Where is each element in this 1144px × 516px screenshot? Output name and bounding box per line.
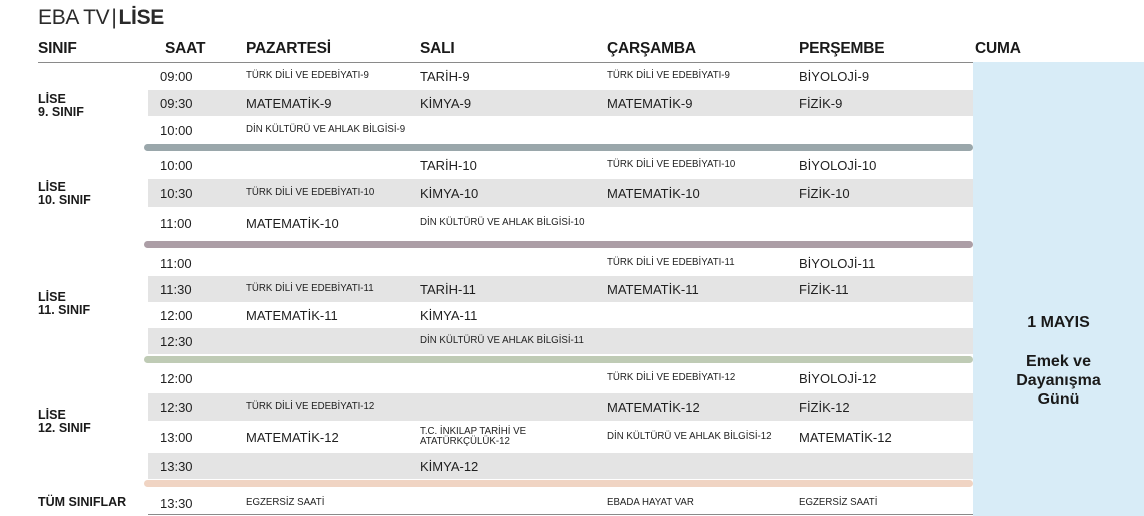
time-cell: 12:00: [160, 307, 193, 323]
time-cell: 10:00: [160, 157, 193, 173]
tuesday-cell: KİMYA-11: [420, 307, 478, 323]
tuesday-cell: [420, 393, 595, 421]
time-cell: 12:00: [160, 371, 193, 386]
wednesday-cell: TÜRK DİLİ VE EDEBİYATI-9: [607, 69, 730, 81]
wednesday-cell: [607, 207, 787, 239]
wednesday-cell: DİN KÜLTÜRÜ VE AHLAK BİLGİSİ-12: [607, 430, 772, 442]
schedule-row: [148, 207, 973, 239]
group-divider: [144, 241, 973, 248]
all-classes-label: TÜM SINIFLAR: [38, 495, 127, 509]
thursday-cell: FİZİK-10: [799, 185, 850, 201]
bottom-rule: [148, 514, 973, 515]
monday-cell: [246, 453, 411, 479]
monday-cell: MATEMATİK-12: [246, 429, 339, 445]
thursday-cell: BİYOLOJİ-11: [799, 255, 876, 271]
time-cell: 12:30: [160, 333, 193, 349]
wednesday-cell: TÜRK DİLİ VE EDEBİYATI-11: [607, 256, 735, 268]
schedule-row: [148, 421, 973, 453]
time-cell: 11:00: [160, 255, 192, 271]
tuesday-cell: DİN KÜLTÜRÜ VE AHLAK BİLGİSİ-11: [420, 334, 584, 346]
wednesday-cell: MATEMATİK-11: [607, 281, 699, 297]
monday-cell: DİN KÜLTÜRÜ VE AHLAK BİLGİSİ-9: [246, 123, 406, 135]
group-label-12: [38, 409, 91, 435]
thursday-cell: EGZERSİZ SAATİ: [799, 496, 878, 508]
monday-cell: [246, 328, 411, 354]
group-line: LİSE: [38, 408, 66, 422]
group-line: 11. SINIF: [38, 303, 91, 317]
thursday-cell: FİZİK-12: [799, 399, 850, 415]
monday-cell: [246, 250, 411, 276]
time-cell: 09:00: [160, 68, 193, 84]
time-cell: 10:00: [160, 122, 193, 138]
holiday-name-line: Dayanışma: [1016, 372, 1101, 389]
holiday-date: 1 MAYIS: [1027, 314, 1090, 331]
level-label: LİSE: [118, 6, 164, 29]
brand-label: EBA TV: [38, 6, 110, 29]
holiday-name: [973, 352, 1144, 409]
all-classes-row: [148, 492, 973, 514]
wednesday-cell: TÜRK DİLİ VE EDEBİYATI-10: [607, 158, 736, 170]
wednesday-cell: MATEMATİK-9: [607, 95, 693, 111]
group-line: 12. SINIF: [38, 421, 91, 435]
friday-holiday-panel: [973, 62, 1144, 516]
monday-cell: MATEMATİK-11: [246, 307, 338, 323]
monday-cell: TÜRK DİLİ VE EDEBİYATI-9: [246, 69, 369, 81]
group-line: LİSE: [38, 180, 66, 194]
schedule-row: [148, 63, 973, 89]
tuesday-cell: DİN KÜLTÜRÜ VE AHLAK BİLGİSİ-10: [420, 216, 585, 228]
title-separator: |: [111, 6, 117, 29]
thursday-cell: [799, 116, 969, 144]
holiday-name-line: Günü: [1037, 391, 1080, 408]
thursday-cell: BİYOLOJİ-9: [799, 68, 870, 84]
thursday-cell: BİYOLOJİ-12: [799, 371, 877, 386]
holiday-name-line: Emek ve: [1026, 353, 1091, 370]
header-saat: SAAT: [165, 40, 206, 57]
tuesday-cell: KİMYA-12: [420, 458, 479, 474]
wednesday-cell: [607, 116, 787, 144]
schedule-row: [148, 276, 973, 302]
group-label-11: [38, 291, 90, 317]
tuesday-cell: TARİH-9: [420, 68, 470, 84]
wednesday-cell: MATEMATİK-10: [607, 185, 700, 201]
time-cell: 13:30: [160, 458, 193, 474]
wednesday-cell: [607, 302, 787, 328]
schedule-row: [148, 302, 973, 328]
schedule-row: [148, 393, 973, 421]
thursday-cell: FİZİK-9: [799, 95, 843, 111]
tuesday-cell: TARİH-10: [420, 157, 477, 173]
time-cell: 09:30: [160, 95, 193, 111]
monday-cell: MATEMATİK-9: [246, 95, 332, 111]
time-cell: 11:30: [160, 281, 192, 297]
wednesday-cell: [607, 328, 787, 354]
group-label-9: [38, 93, 84, 119]
tuesday-cell: KİMYA-10: [420, 185, 479, 201]
schedule-row: [148, 116, 973, 144]
tuesday-cell: TARİH-11: [420, 281, 476, 297]
schedule-row: [148, 365, 973, 392]
header-thursday: PERŞEMBE: [799, 40, 885, 57]
thursday-cell: MATEMATİK-12: [799, 429, 892, 445]
monday-cell: EGZERSİZ SAATİ: [246, 496, 325, 508]
monday-cell: MATEMATİK-10: [246, 215, 339, 231]
thursday-cell: [799, 453, 969, 479]
group-line: 10. SINIF: [38, 193, 91, 207]
tuesday-cell: [420, 365, 595, 392]
thursday-cell: FİZİK-11: [799, 281, 849, 297]
schedule-row: [148, 90, 973, 116]
schedule-row: [148, 152, 973, 178]
header-friday: CUMA: [975, 40, 1021, 57]
schedule-row: [148, 179, 973, 207]
time-cell: 12:30: [160, 399, 193, 415]
group-divider: [144, 144, 973, 151]
thursday-cell: [799, 328, 969, 354]
monday-cell: [246, 365, 411, 392]
time-cell: 13:30: [160, 495, 193, 511]
time-cell: 11:00: [160, 215, 192, 231]
time-cell: 13:00: [160, 429, 193, 445]
wednesday-cell: [607, 453, 787, 479]
tuesday-cell: [420, 492, 595, 514]
tuesday-cell: T.C. İNKILAP TARİHİ VE ATATÜRKÇÜLÜK-12: [420, 425, 527, 447]
group-line: 9. SINIF: [38, 105, 84, 119]
thursday-cell: BİYOLOJİ-10: [799, 157, 877, 173]
group-line: LİSE: [38, 290, 66, 304]
schedule-row: [148, 453, 973, 479]
thursday-cell: [799, 302, 969, 328]
time-cell: 10:30: [160, 185, 193, 201]
group-divider: [144, 480, 973, 487]
monday-cell: [246, 152, 411, 178]
wednesday-cell: MATEMATİK-12: [607, 399, 700, 415]
monday-cell: TÜRK DİLİ VE EDEBİYATI-12: [246, 400, 375, 412]
schedule-row: [148, 250, 973, 276]
group-label-10: [38, 181, 91, 207]
group-line: LİSE: [38, 92, 66, 106]
tuesday-cell: [420, 250, 595, 276]
page-title: [38, 6, 164, 30]
group-divider: [144, 356, 973, 363]
wednesday-cell: TÜRK DİLİ VE EDEBİYATI-12: [607, 372, 736, 384]
wednesday-cell: EBADA HAYAT VAR: [607, 496, 694, 508]
header-tuesday: SALI: [420, 40, 455, 57]
header-monday: PAZARTESİ: [246, 40, 331, 57]
tuesday-cell: [420, 116, 595, 144]
monday-cell: TÜRK DİLİ VE EDEBİYATI-10: [246, 186, 375, 198]
thursday-cell: [799, 207, 969, 239]
header-sinif: SINIF: [38, 40, 77, 57]
header-wednesday: ÇARŞAMBA: [607, 40, 696, 57]
monday-cell: TÜRK DİLİ VE EDEBİYATI-11: [246, 282, 374, 294]
tuesday-cell: KİMYA-9: [420, 95, 472, 111]
schedule-row: [148, 328, 973, 354]
